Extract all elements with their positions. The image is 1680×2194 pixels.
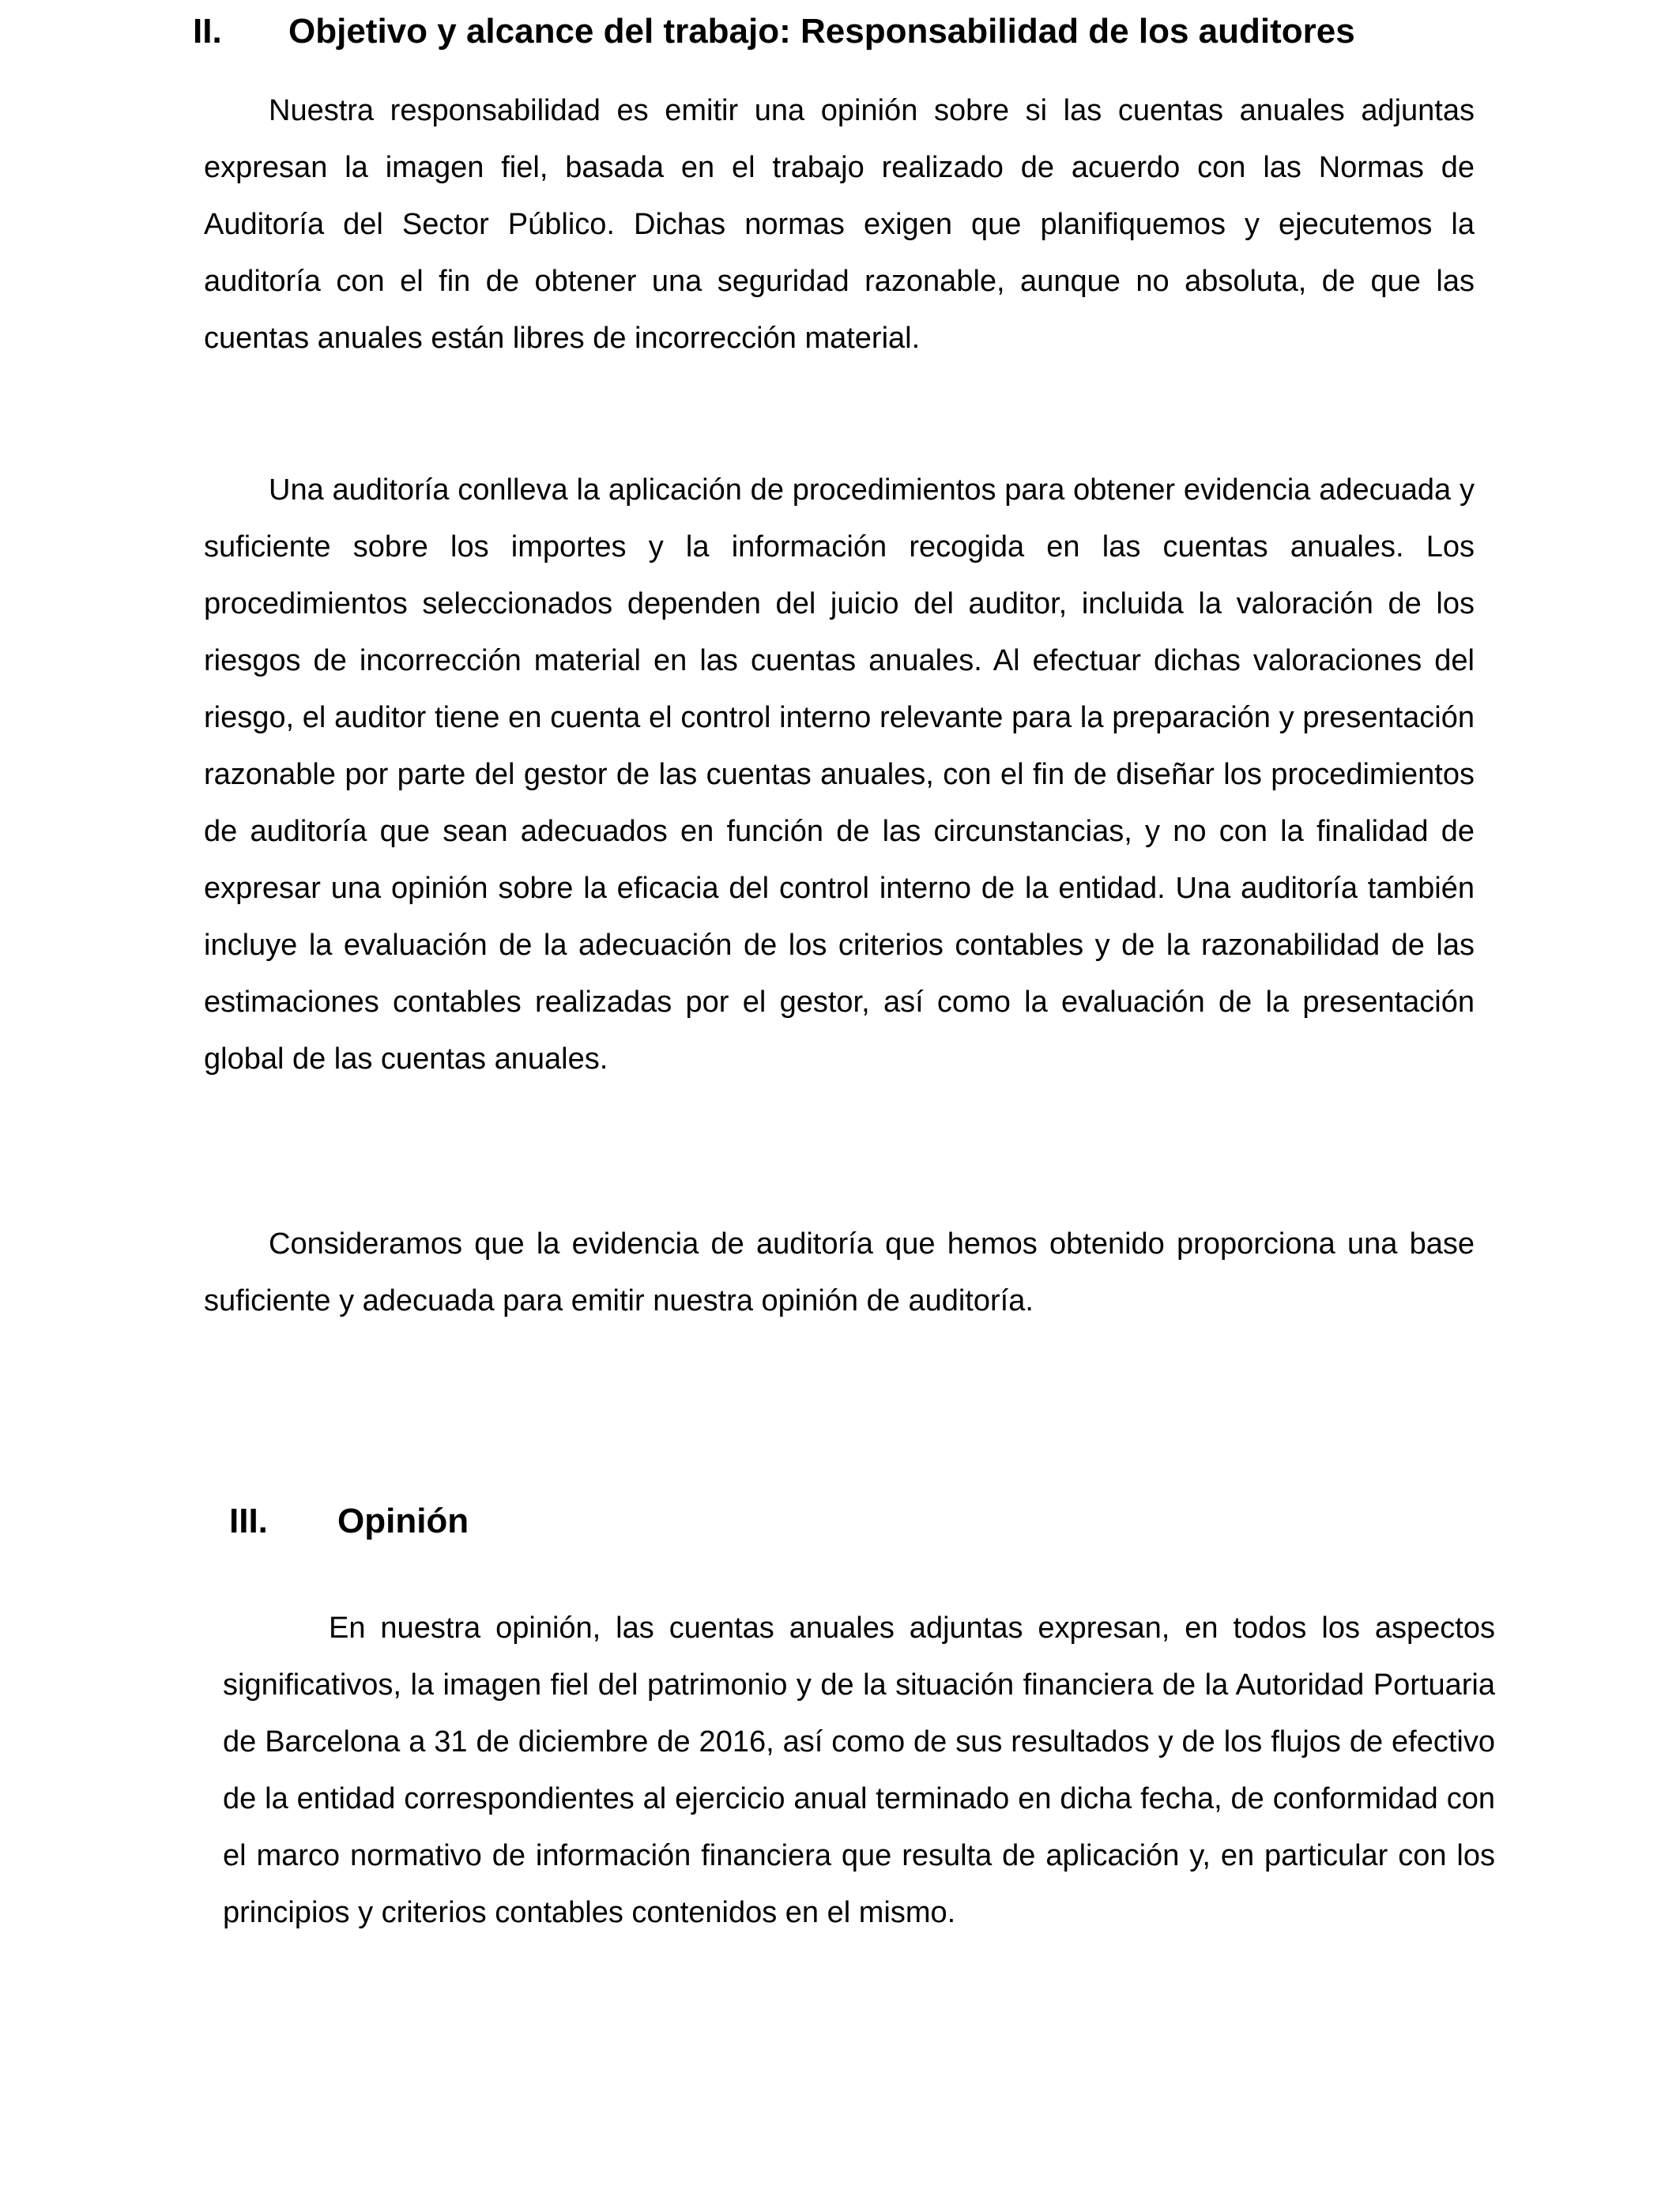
section-title: Opinión (337, 1502, 469, 1540)
paragraph-procedimientos: Una auditoría conlleva la aplicación de procedimientos para obtener evidencia adecuada y suficiente sobre los importes y la información recogida en las cuentas anuales. Los procedimientos seleccionados dependen del juicio del auditor, incluida la valoración de los riesgos de incorrección material en las cuentas anuales. Al efectuar dichas valoraciones del riesgo, el auditor tiene en cuenta el control interno relevante para la preparación y presentación razonable por parte del gestor de las cuentas anuales, con el fin de diseñar los procedimientos de auditoría que sean adecuados en función de las circunstancias, y no con la finalidad de expresar una opinión sobre la eficacia del control interno de la entidad. Una auditoría también incluye la evaluación de la adecuación de los criterios contables y de la razonabilidad de las estimaciones contables realizadas por el gestor, así como la evaluación de la presentación global de las cuentas anuales. (204, 473, 1475, 1076)
paragraph-responsabilidad: Nuestra responsabilidad es emitir una opinión sobre si las cuentas anuales adjuntas expresan la imagen fiel, basada en el trabajo realizado de acuerdo con las Normas de Auditoría del Sector Público. Dichas normas exigen que planifiquemos y ejecutemos la auditoría con el fin de obtener una seguridad razonable, aunque no absoluta, de que las cuentas anuales están libres de incorrección material. (204, 94, 1475, 355)
section-number: III. (229, 1502, 268, 1540)
paragraph-evidencia: Consideramos que la evidencia de auditoría que hemos obtenido proporciona una base suficiente y adecuada para emitir nuestra opinión de auditoría. (204, 1227, 1475, 1318)
section-heading-opinion (229, 1498, 469, 1545)
section-heading-objetivo (193, 8, 1355, 55)
section-title: Objetivo y alcance del trabajo: Responsabilidad de los auditores (288, 12, 1355, 51)
section-number: II. (193, 12, 222, 51)
paragraph-opinion: En nuestra opinión, las cuentas anuales adjuntas expresan, en todos los aspectos significativos, la imagen fiel del patrimonio y de la situación financiera de la Autoridad Portuaria de Barcelona a 31 de diciembre de 2016, así como de sus resultados y de los flujos de efectivo de la entidad correspondientes al ejercicio anual terminado en dicha fecha, de conformidad con el marco normativo de información financiera que resulta de aplicación y, en particular con los principios y criterios contables contenidos en el mismo. (223, 1612, 1495, 1929)
